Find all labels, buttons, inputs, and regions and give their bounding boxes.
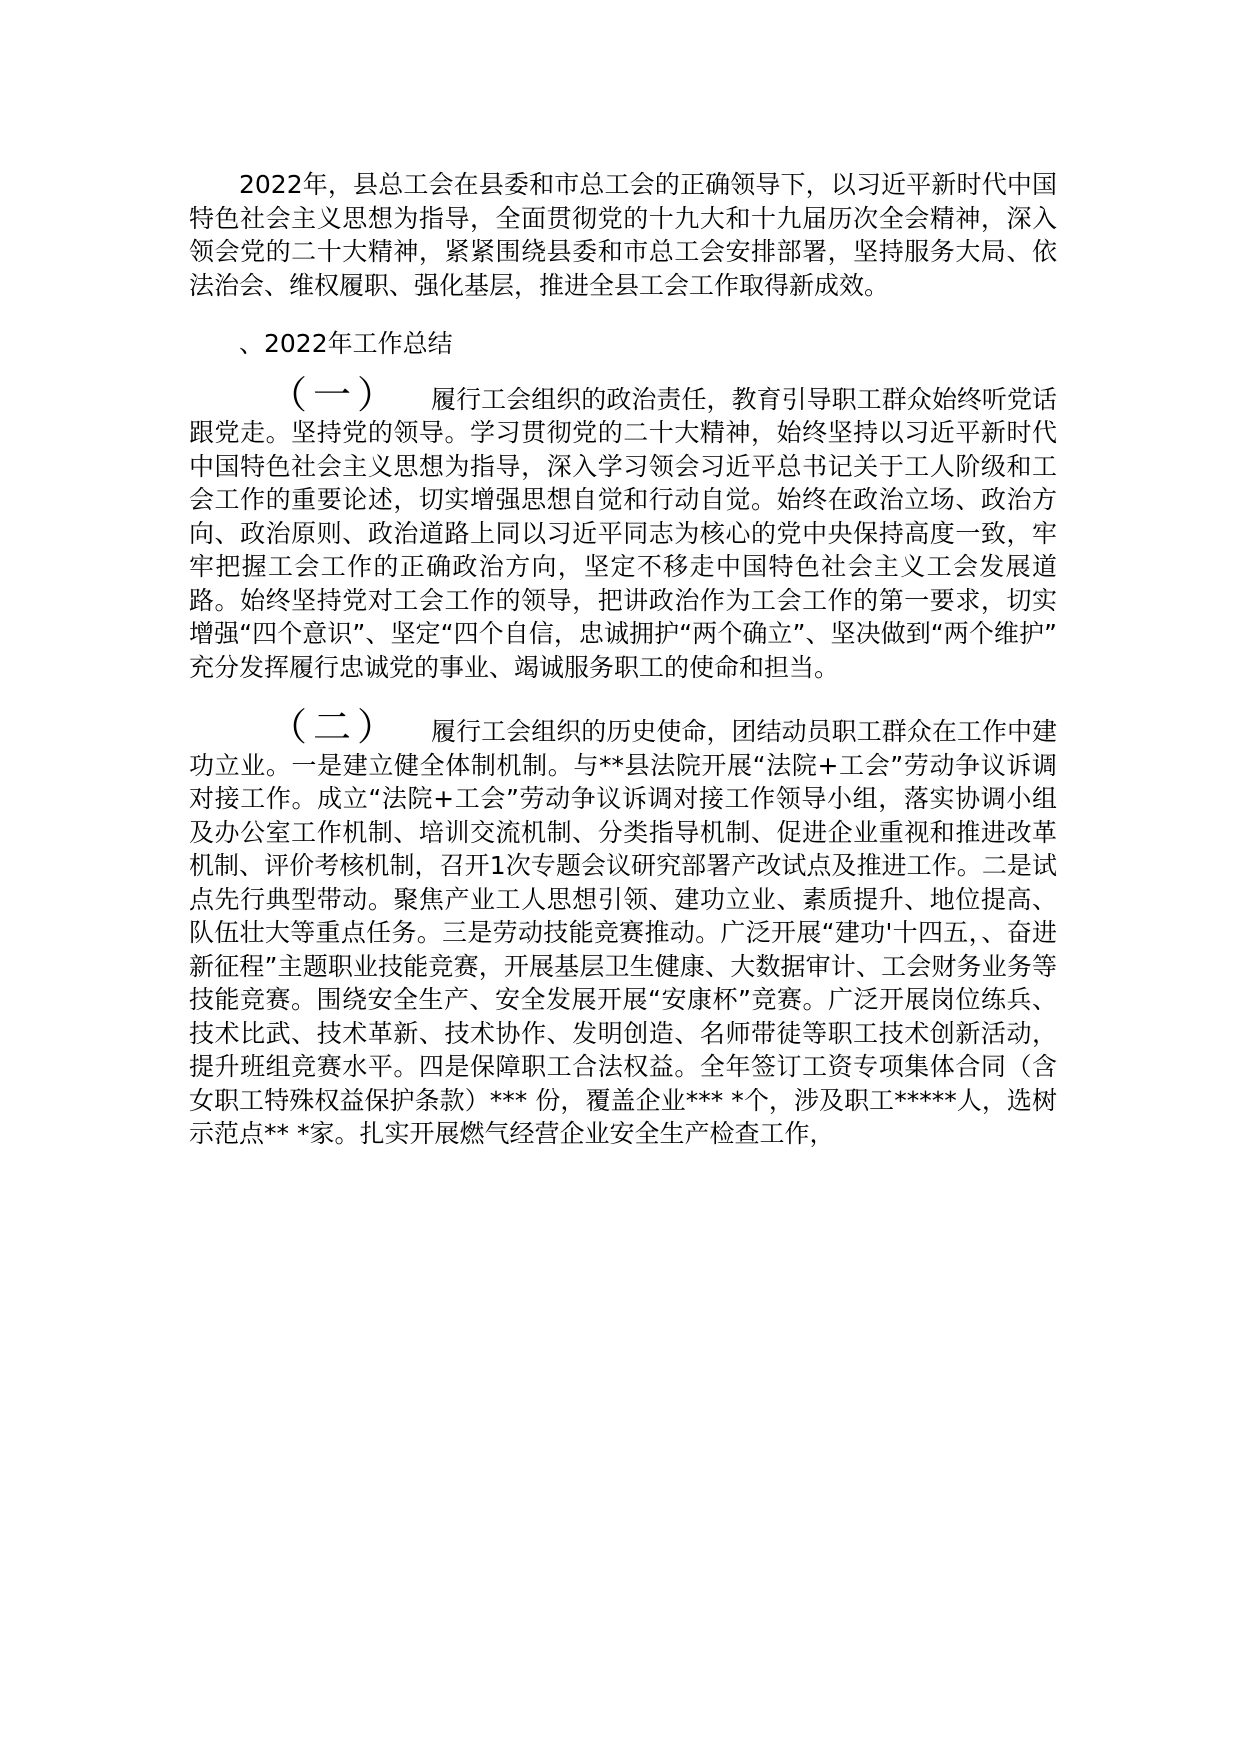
section-one-text: 履行工会组织的政治责任，教育引导职工群众始终听党话跟党走。坚持党的领导。学习贯彻党的二十大精神，始终坚持以习近平新时代中国特色社会主义思想为指导，深入学习领会习近平总书记关于工人阶级和工会工作的重要论述，切实增强思想自觉和行动自觉。始终在政治立场、政治方向、政治原则、政治道路上同以习近平同志为核心的党中央保持高度一致，牢牢把握工会工作的正确政治方向，坚定不移走中国特色社会主义工会发展道路。始终坚持党对工会工作的领导，把讲政治作为工会工作的第一要求，切实增强“四个意识”、坚定“四个自信，忠诚拥护“两个确立”、坚决做到“两个维护” 充分发挥履行忠诚党的事业、竭诚服务职工的使命和担当。	[189, 384, 1057, 682]
document-body	[189, 168, 1057, 1151]
section-two-number: （二）	[269, 705, 402, 749]
section-heading: 、2022年工作总结	[239, 329, 453, 358]
intro-paragraph: 2022年，县总工会在县委和市总工会的正确领导下，以习近平新时代中国特色社会主义思想为指导，全面贯彻党的十九大和十九届历次全会精神，深入领会党的二十大精神，紧紧围绕县委和市总工会安排部署，坚持服务大局、依法治会、维权履职、强化基层，推进全县工会工作取得新成效。	[189, 170, 1057, 300]
section-one-paragraph	[189, 372, 1057, 685]
section-two-text: 履行工会组织的历史使命，团结动员职工群众在工作中建功立业。一是建立健全体制机制。与**县法院开展“法院+工会”劳动争议诉调对接工作。成立“法院+工会”劳动争议诉调对接工作领导小组，落实协调小组及办公室工作机制、培训交流机制、分类指导机制、促进企业重视和推进改革机制、评价考核机制，召开1次专题会议研究部署产改试点及推进工作。二是试点先行典型带动。聚焦产业工人思想引领、建功立业、素质提升、地位提高、队伍壮大等重点任务。三是劳动技能竞赛推动。广泛开展“建功'十四五，、奋进新征程”主题职业技能竞赛，开展基层卫生健康、大数据审计、工会财务业务等技能竞赛。围绕安全生产、安全发展开展“安康杯”竞赛。广泛开展岗位练兵、技术比武、技术革新、技术协作、发明创造、名师带徒等职工技术创新活动，提升班组竞赛水平。四是保障职工合法权益。全年签订工资专项集体合同（含女职工特殊权益保护条款）*** 份，覆盖企业*** *个，涉及职工*****人，选树示范点** *家。扎实开展燃气经营企业安全生产检查工作，	[189, 717, 1057, 1148]
section-one-number: （一）	[269, 372, 402, 417]
section-two-paragraph	[189, 705, 1057, 1151]
